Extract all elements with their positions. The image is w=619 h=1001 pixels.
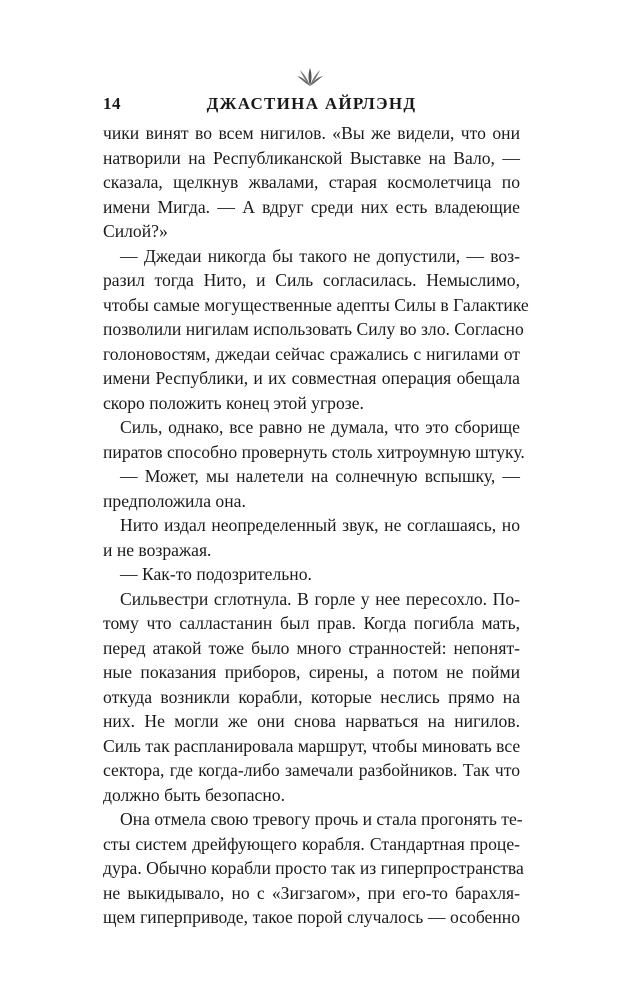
text-line: откуда возникли корабли, которые неслись прямо на	[103, 686, 520, 707]
text-line: имени Республики, и их совместная операция обещала	[103, 368, 520, 388]
text-line: — Джедаи никогда бы такого не допустили, — воз-	[120, 245, 520, 266]
text-line: и не возражая.	[103, 539, 212, 560]
text-line: них. Не могли же они снова нарваться на нигилов.	[103, 711, 520, 731]
text-line: предположила она.	[103, 490, 246, 511]
fleuron-icon	[296, 66, 324, 88]
text-line: должно быть безопасно.	[103, 784, 285, 805]
text-line: не выкидывало, но с «Зигзагом», при его-то барахля-	[103, 882, 520, 903]
book-author: ДЖАСТИНА АЙРЛЭНД	[206, 94, 417, 113]
text-line: Сильвестри сглотнула. В горле у нее пересохло. По-	[120, 588, 520, 609]
running-head	[103, 94, 520, 120]
text-line: сты систем дрейфующего корабля. Стандартная проце-	[103, 833, 520, 854]
text-line: щем гиперприводе, такое порой случалось — особенно	[103, 907, 520, 927]
text-line: — Как-то подозрительно.	[120, 564, 312, 584]
body-text	[103, 121, 529, 930]
text-line: разил тогда Нито, и Силь согласилась. Немыслимо,	[103, 270, 520, 290]
text-line: перед атакой тоже было много странностей: непонят-	[103, 637, 520, 658]
text-line: дура. Обычно корабли просто так из гиперпространства	[103, 858, 524, 878]
text-line: ные показания приборов, сирены, а потом не пойми	[103, 662, 520, 682]
text-line: имени Мигда. — А вдруг среди них есть владеющие	[103, 196, 520, 217]
text-line: — Может, мы налетели на солнечную вспышку, —	[120, 466, 520, 486]
text-line: Силь, однако, все равно не думала, что это сборище	[120, 417, 520, 437]
text-line: скоро положить конец этой угрозе.	[103, 392, 364, 413]
text-line: Силой?»	[103, 221, 168, 241]
text-line: натворили на Республиканской Выставке на Вало, —	[103, 147, 520, 168]
text-line: Она отмела свою тревогу прочь и стала прогонять те-	[120, 809, 523, 829]
text-line: чики винят во всем нигилов. «Вы же видели, что они	[103, 123, 520, 143]
text-line: сказала, щелкнув жвалами, старая космолетчица по	[103, 172, 520, 192]
text-line: тому что салластанин был прав. Когда погибла мать,	[103, 613, 520, 633]
text-line: чтобы самые могущественные адепты Силы в Галактике	[103, 294, 529, 315]
text-line: пиратов способно провернуть столь хитроумную штуку.	[103, 441, 525, 462]
text-line: голоновостям, джедаи сейчас сражались с нигилами от	[103, 343, 520, 364]
text-line: Нито издал неопределенный звук, не соглашаясь, но	[120, 515, 520, 535]
text-line: Силь так распланировала маршрут, чтобы миновать все	[103, 735, 521, 756]
text-line: сектора, где когда-либо замечали разбойников. Так что	[103, 760, 520, 780]
text-line: позволили нигилам использовать Силу во зло. Согласно	[103, 319, 524, 339]
page-number: 14	[103, 94, 121, 113]
